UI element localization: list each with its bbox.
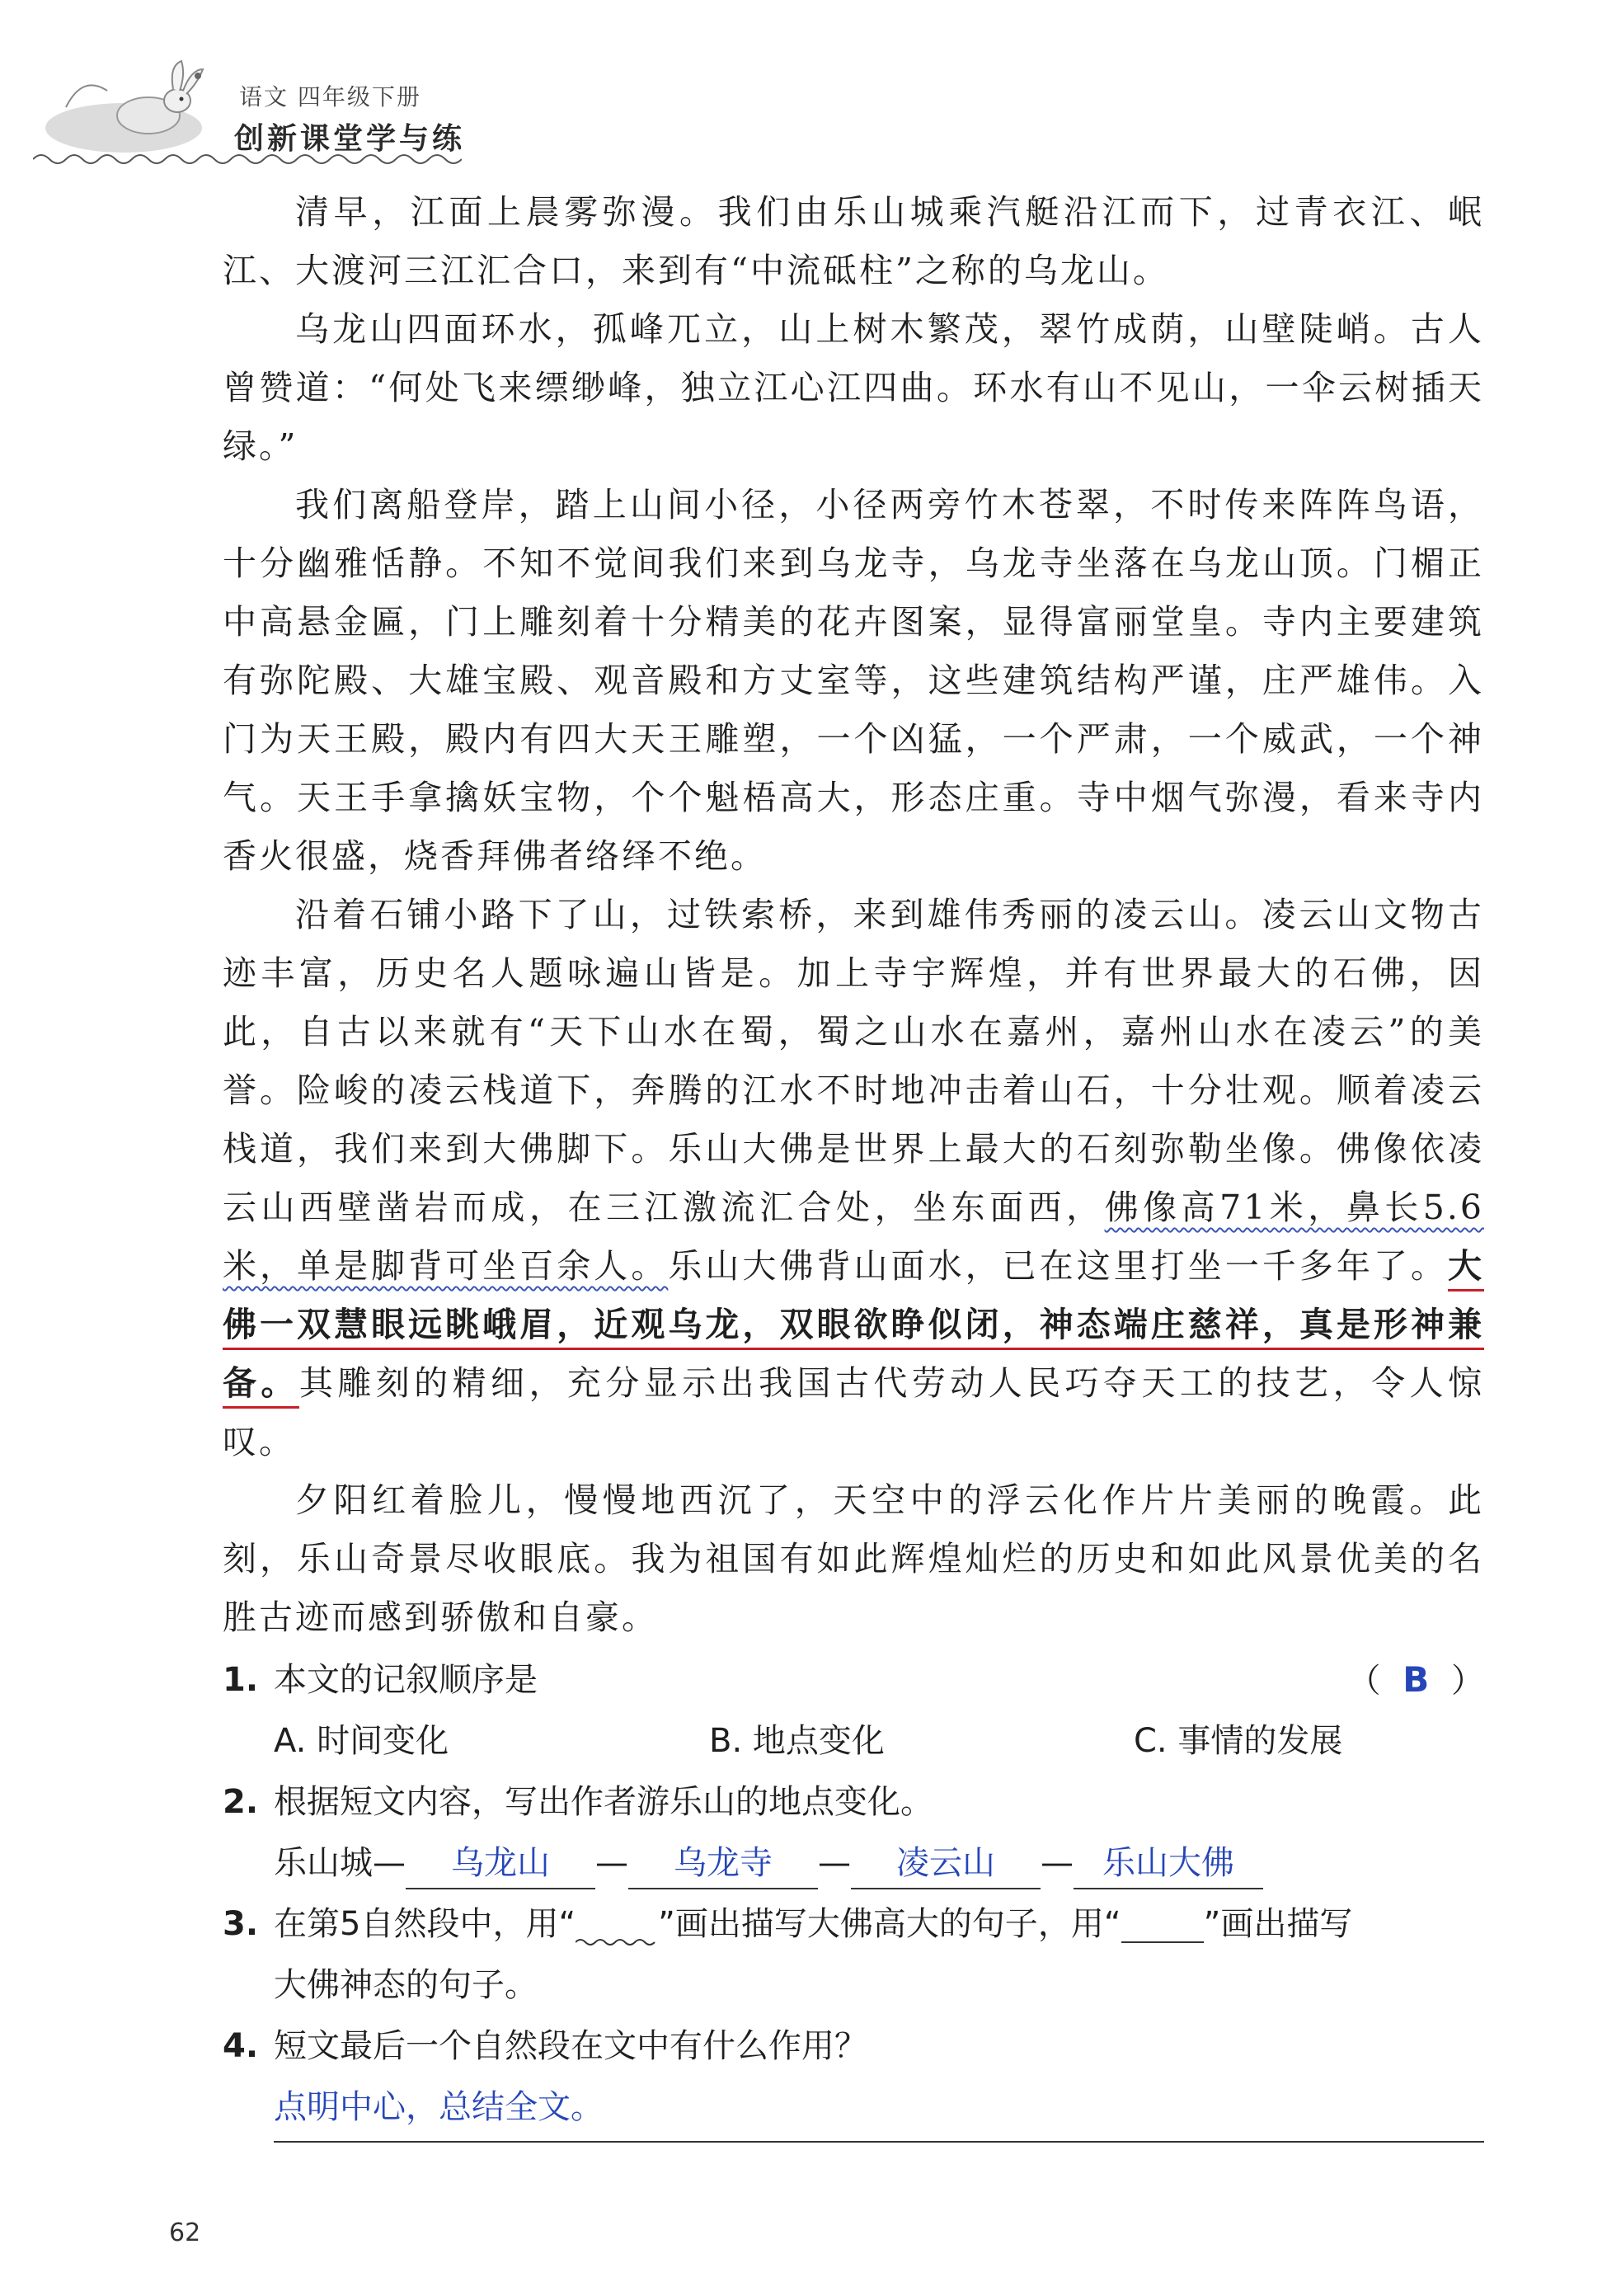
route-dash-1: — (373, 1844, 406, 1882)
page-number: 62 (169, 2218, 201, 2247)
option-c[interactable]: C. 事情的发展 (1134, 1722, 1343, 1760)
question-2-text: 根据短文内容，写出作者游乐山的地点变化。 (274, 1783, 933, 1821)
questions-section (223, 1649, 1484, 2143)
route-dash-3: — (818, 1844, 851, 1882)
header-subject: 语文 四年级下册 (239, 83, 421, 111)
question-3-text-c: ”画出描写 (1203, 1905, 1353, 1943)
question-2-number: 2. (223, 1783, 259, 1821)
question-3 (223, 1894, 1484, 1955)
wavy-line-symbol (576, 1909, 658, 1942)
question-3-number: 3. (223, 1905, 259, 1943)
question-3-text (274, 1894, 1352, 1955)
question-3-text-a: 在第5自然段中，用“ (274, 1905, 576, 1943)
paren-open: （ (1347, 1662, 1381, 1700)
question-3-continued (223, 1955, 1484, 2016)
question-1 (223, 1649, 1484, 1710)
question-1-text: 本文的记叙顺序是 (274, 1661, 538, 1699)
header-wave-decoration (33, 147, 462, 172)
paragraph-4-part-a: 沿着石铺小路下了山，过铁索桥，来到雄伟秀丽的凌云山。凌云山文物古迹丰富，历史名人题咏遍山皆是。加上寺宇辉煌，并有世界最大的石佛，因此，自古以来就有“天下山水在蜀，蜀之山水在嘉州，嘉州山水在凌云”的美誉。险峻的凌云栈道下，奔腾的江水不时地冲击着山石，十分壮观。顺着凌云栈道，我们来到大佛脚下。乐山大佛是世界上最大的石刻弥勒坐像。佛像依凌云山西壁凿岩而成，在三江激流汇合处，坐东面西， (223, 895, 1484, 1227)
straight-line-symbol (1121, 1908, 1204, 1943)
question-4 (223, 2016, 1484, 2077)
route-start: 乐山城 (274, 1844, 373, 1882)
wavy-underlined-sentence: 佛像高71米，鼻长5.6米，单是脚背可坐百余人。 (223, 1188, 1484, 1286)
question-3-text-b: ”画出描写大佛高大的句子，用“ (658, 1905, 1121, 1943)
paragraph-1: 清早，江面上晨雾弥漫。我们由乐山城乘汽艇沿江而下，过青衣江、岷江、大渡河三江汇合口，来到有“中流砥柱”之称的乌龙山。 (223, 192, 1484, 290)
question-1-answer-box[interactable] (1348, 1649, 1484, 1711)
route-line (274, 1833, 1263, 1894)
question-4-number: 4. (223, 2027, 259, 2065)
question-1-answer: B (1403, 1659, 1430, 1700)
question-1-number: 1. (223, 1661, 259, 1699)
route-answer-2[interactable]: 乌龙寺 (628, 1838, 818, 1889)
route-dash-4: — (1041, 1844, 1074, 1882)
reading-passage (223, 183, 1484, 1647)
paragraph-2: 乌龙山四面环水，孤峰兀立，山上树木繁茂，翠竹成荫，山壁陡峭。古人曾赞道：“何处飞来缥缈峰，独立江心江四曲。环水有山不见山，一伞云树插天绿。” (223, 309, 1484, 466)
option-b[interactable]: B. 地点变化 (709, 1722, 885, 1760)
paragraph-4-part-c: 其雕刻的精细，充分显示出我国古代劳动人民巧夺天工的技艺，令人惊叹。 (223, 1363, 1484, 1461)
header-book-title: 创新课堂学与练 (234, 122, 466, 156)
question-1-options (223, 1710, 1484, 1771)
red-underlined-sentence: 大佛一双慧眼远眺峨眉，近观乌龙，双眼欲睁似闭，神态端庄慈祥，真是形神兼备。 (223, 1246, 1484, 1409)
question-4-answer-line[interactable] (274, 2077, 1484, 2143)
route-dash-2: — (595, 1844, 628, 1882)
question-2-route (223, 1833, 1484, 1894)
route-answer-3[interactable]: 凌云山 (851, 1838, 1041, 1889)
paragraph-5: 夕阳红着脸儿，慢慢地西沉了，天空中的浮云化作片片美丽的晚霞。此刻，乐山奇景尽收眼底。我为祖国有如此辉煌灿烂的历史和如此风景优美的名胜古迹而感到骄傲和自豪。 (223, 1480, 1484, 1637)
route-answer-1[interactable]: 乌龙山 (406, 1838, 595, 1889)
question-4-text: 短文最后一个自然段在文中有什么作用？ (274, 2027, 867, 2065)
paragraph-4 (223, 886, 1484, 1471)
question-2 (223, 1771, 1484, 1833)
paragraph-3: 我们离船登岸，踏上山间小径，小径两旁竹木苍翠，不时传来阵阵鸟语，十分幽雅恬静。不知不觉间我们来到乌龙寺，乌龙寺坐落在乌龙山顶。门楣正中高悬金匾，门上雕刻着十分精美的花卉图案，显得富丽堂皇。寺内主要建筑有弥陀殿、大雄宝殿、观音殿和方丈室等，这些建筑结构严谨，庄严雄伟。入门为天王殿，殿内有四大天王雕塑，一个凶猛，一个严肃，一个威武，一个神气。天王手拿擒妖宝物，个个魁梧高大，形态庄重。寺中烟气弥漫，看来寺内香火很盛，烧香拜佛者络绎不绝。 (223, 485, 1484, 876)
question-4-answer: 点明中心，总结全文。 (274, 2088, 604, 2126)
option-a[interactable]: A. 时间变化 (274, 1722, 449, 1760)
route-answer-4[interactable]: 乐山大佛 (1074, 1838, 1263, 1889)
paren-close: ） (1451, 1662, 1484, 1700)
page-header (33, 49, 528, 181)
question-3-text-d: 大佛神态的句子。 (274, 1966, 538, 2004)
paragraph-4-part-b: 乐山大佛背山面水，已在这里打坐一千多年了。 (668, 1246, 1449, 1286)
